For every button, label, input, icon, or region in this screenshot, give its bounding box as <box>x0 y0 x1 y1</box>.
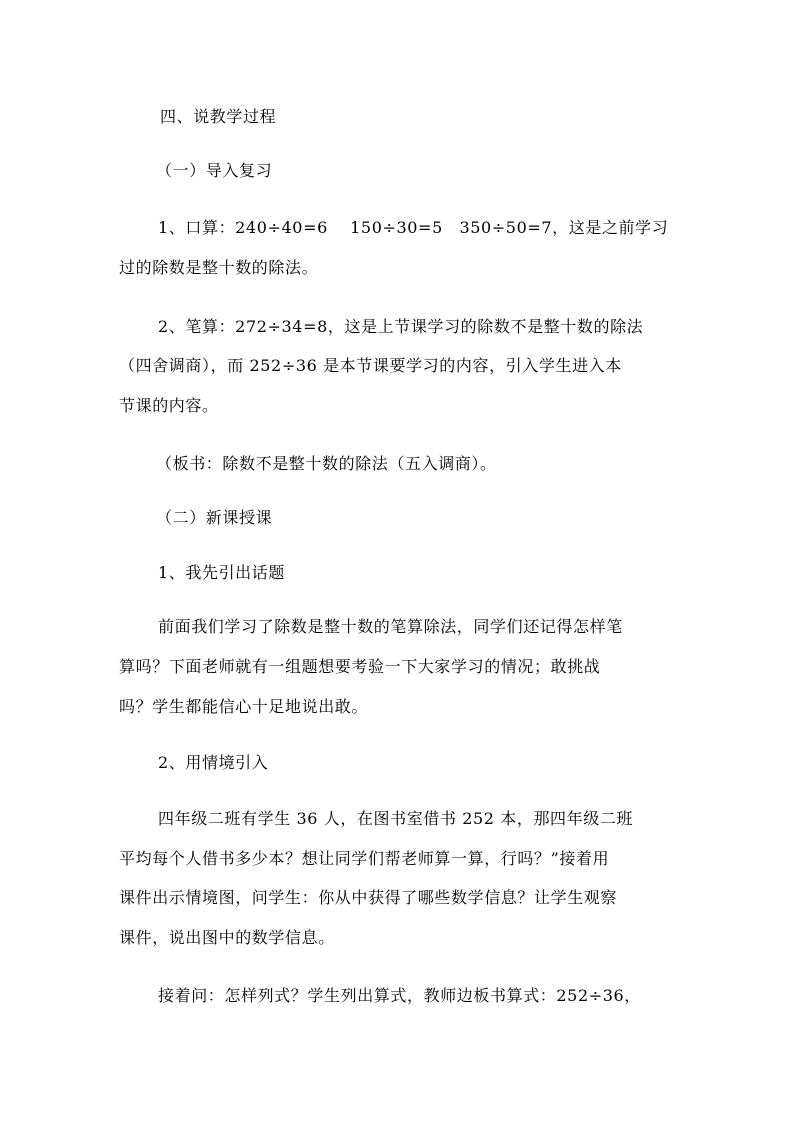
paragraph-line: 2、笔算：272÷34=8，这是上节课学习的除数不是整十数的除法 <box>158 317 644 336</box>
paragraph-line: 过的除数是整十数的除法。 <box>119 258 319 277</box>
section-heading-teaching-process: 四、说教学过程 <box>160 107 277 126</box>
subsection-heading-review: （一）导入复习 <box>156 161 273 180</box>
subsection-heading-new-lesson: （二）新课授课 <box>156 508 273 527</box>
paragraph-line: 吗？学生都能信心十足地说出敢。 <box>119 697 369 716</box>
paragraph-line: 平均每个人借书多少本？想让同学们帮老师算一算，行吗？”接着用 <box>119 849 610 868</box>
blackboard-note: （板书：除数不是整十数的除法（五入调商）。 <box>156 454 497 473</box>
paragraph-line: 2、用情境引入 <box>158 753 269 772</box>
paragraph-line: 课件出示情境图，问学生：你从中获得了哪些数学信息？让学生观察 <box>119 888 618 907</box>
paragraph-line: 算吗？下面老师就有一组题想要考验一下大家学习的情况；敢挑战 <box>119 657 601 676</box>
paragraph-line: 节课的内容。 <box>119 396 219 415</box>
paragraph-line: 前面我们学习了除数是整十数的笔算除法，同学们还记得怎样笔 <box>158 617 623 636</box>
paragraph-line: 课件，说出图中的数学信息。 <box>119 928 335 947</box>
paragraph-line: 四年级二班有学生 36 人，在图书室借书 252 本，那四年级二班 <box>158 809 634 828</box>
paragraph-line: 1、我先引出话题 <box>158 563 285 582</box>
paragraph-line: 接着问：怎样列式？学生列出算式，教师边板书算式：252÷36， <box>158 986 641 1005</box>
paragraph-line: （四舍调商），而 252÷36 是本节课要学习的内容，引入学生进入本 <box>119 356 622 375</box>
paragraph-line: 1、口算：240÷40=6 150÷30=5 350÷50=7，这是之前学习 <box>158 218 669 237</box>
